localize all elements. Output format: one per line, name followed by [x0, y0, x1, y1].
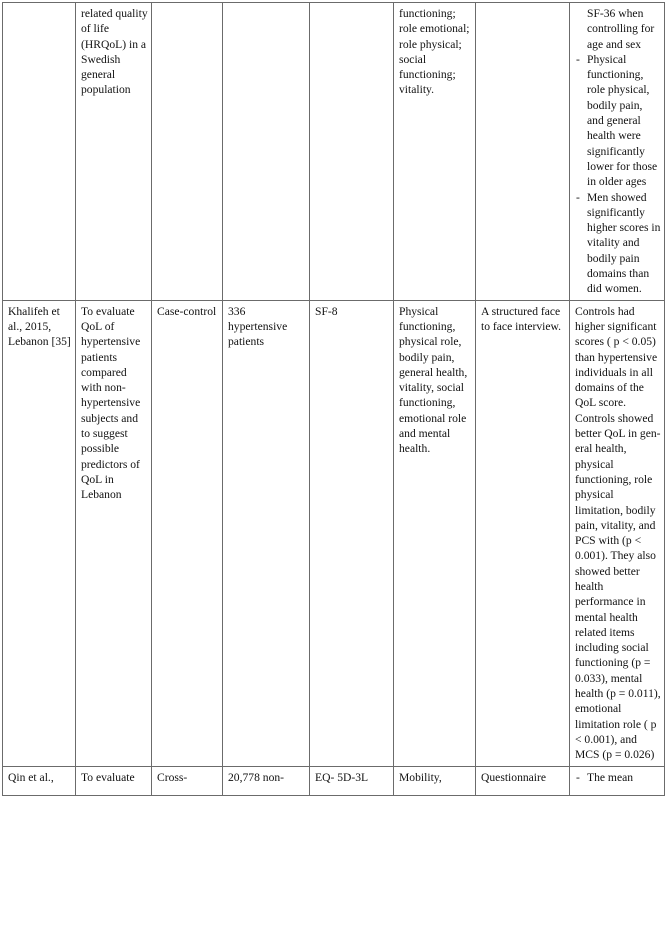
findings-cell: Controls had higher significant scores ( p < 0.05) than hypertensive individuals in all domains of the QoL score. Controls showed better QoL in gen-eral health, physical functioning, role physical limitation, bodily pain, vitality, and PCS with (p < 0.001). They also showed better health performance in mental health related items including social functioning (p = 0.033), mental health (p = 0.011), emotional limitation role ( p < 0.001), and MCS (p = 0.026) [570, 300, 665, 766]
instrument-cell [310, 3, 394, 301]
aim-cell: To evaluate [76, 766, 152, 795]
domains-cell: Mobility, [394, 766, 476, 795]
table-row [3, 766, 665, 795]
findings-list-item: - The mean [575, 770, 662, 785]
instrument-cell: SF-8 [310, 300, 394, 766]
sample-cell [223, 3, 310, 301]
method-cell [476, 3, 570, 301]
findings-list [575, 52, 662, 297]
findings-list-item: - Physical functioning, role physical, bodily pain, and general health were significantly lower for those in older ages [575, 52, 662, 190]
literature-review-table [2, 2, 665, 796]
domains-cell: Physical functioning, physical role, bodily pain, general health, vitality, social functioning, emotional role and mental health. [394, 300, 476, 766]
design-cell: Case-control [152, 300, 223, 766]
findings-cell [570, 3, 665, 301]
findings-cell [570, 766, 665, 795]
sample-cell: 336 hypertensive patients [223, 300, 310, 766]
findings-list [575, 770, 662, 785]
domains-cell: functioning; role emotional; role physical; social functioning; vitality. [394, 3, 476, 301]
aim-cell: To evaluate QoL of hypertensive patients compared with non-hypertensive subjects and to suggest possible predictors of QoL in Lebanon [76, 300, 152, 766]
table-row [3, 3, 665, 301]
findings-continuation: SF-36 when controlling for age and sex [587, 7, 655, 51]
sample-cell: 20,778 non- [223, 766, 310, 795]
design-cell [152, 3, 223, 301]
author-cell: Qin et al., [3, 766, 76, 795]
instrument-cell: EQ- 5D-3L [310, 766, 394, 795]
method-cell: Questionnaire [476, 766, 570, 795]
author-cell: Khalifeh et al., 2015, Lebanon [35] [3, 300, 76, 766]
method-cell: A structured face to face interview. [476, 300, 570, 766]
author-cell [3, 3, 76, 301]
findings-list-item: - Men showed significantly higher scores in vitality and bodily pain domains than did women. [575, 190, 662, 297]
design-cell: Cross- [152, 766, 223, 795]
aim-cell: related quality of life (HRQoL) in a Swedish general population [76, 3, 152, 301]
table-row [3, 300, 665, 766]
